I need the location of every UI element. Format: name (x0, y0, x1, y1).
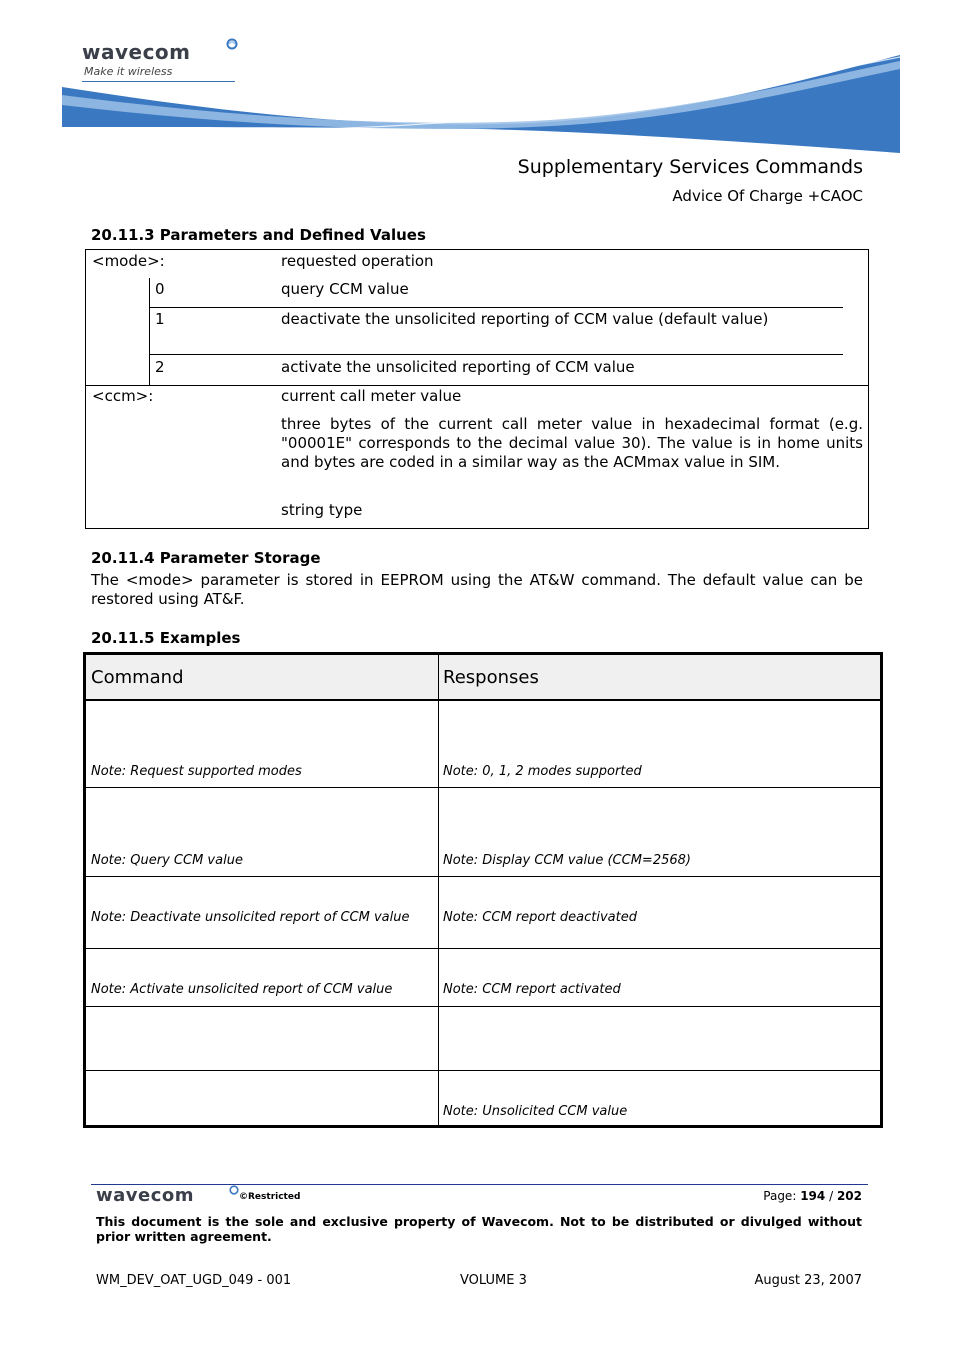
response-note: Note: CCM report activated (443, 982, 621, 997)
footer-restricted-label: ©Restricted (239, 1192, 301, 1202)
table-row-divider (86, 876, 880, 877)
table-row-divider (86, 948, 880, 949)
mode-value: 0 (155, 280, 165, 298)
page-header-title: Supplementary Services Commands (517, 156, 863, 178)
subtable-left-border (149, 278, 150, 385)
subtable-divider (149, 354, 843, 355)
mode-parameter-description: requested operation (281, 252, 434, 270)
command-note: Note: Deactivate unsolicited report of CCM value (91, 910, 410, 925)
logo-tagline: Make it wireless (84, 65, 173, 78)
page-current: 194 (800, 1189, 826, 1203)
header-wave-banner (62, 55, 900, 155)
ccm-parameter-label: <ccm>: (92, 387, 154, 405)
footer-page-number (763, 1189, 862, 1203)
footer-volume: VOLUME 3 (460, 1273, 527, 1288)
table-row-divider (86, 1070, 880, 1071)
mode-value: 2 (155, 358, 165, 376)
section-heading-storage: 20.11.4 Parameter Storage (91, 549, 321, 567)
footer-date: August 23, 2007 (754, 1273, 862, 1288)
footer-logo-wordmark: wavecom (96, 1185, 195, 1206)
logo-wordmark: wavecom (82, 40, 191, 64)
page-total: 202 (836, 1189, 862, 1203)
examples-table (83, 652, 883, 1128)
ccm-parameter-description: current call meter value (281, 387, 462, 405)
response-note: Note: Unsolicited CCM value (443, 1104, 628, 1119)
footer-logo (96, 1185, 246, 1207)
parameters-table (85, 249, 869, 529)
mode-value-description: query CCM value (281, 280, 409, 298)
mode-value: 1 (155, 310, 165, 328)
section-heading-parameters: 20.11.3 Parameters and Defined Values (91, 226, 426, 244)
page-header-subtitle: Advice Of Charge +CAOC (672, 187, 863, 205)
page-separator: / (829, 1189, 837, 1203)
ccm-parameter-type: string type (281, 501, 363, 519)
parameters-row-divider (86, 385, 868, 386)
footer-legal-notice: This document is the sole and exclusive property of Wavecom. Not to be distributed or divulged without prior written agreement. (96, 1214, 862, 1244)
subtable-divider (149, 307, 843, 308)
page-label: Page: (763, 1189, 797, 1203)
logo-swirl-icon (226, 38, 238, 50)
table-row-divider (86, 1006, 880, 1007)
examples-column-divider (438, 655, 439, 1125)
column-header-command: Command (91, 667, 184, 688)
response-note: Note: 0, 1, 2 modes supported (443, 764, 642, 779)
mode-parameter-label: <mode>: (92, 252, 165, 270)
footer-document-id: WM_DEV_OAT_UGD_049 - 001 (96, 1273, 292, 1288)
ccm-parameter-detail: three bytes of the current call meter value in hexadecimal format (e.g. "00001E" corresponds to the decimal value 30). The value is in home units and bytes are coded in a similar way as the ACMmax value in SIM. (281, 415, 863, 471)
mode-value-description: activate the unsolicited reporting of CCM value (281, 358, 635, 376)
response-note: Note: Display CCM value (CCM=2568) (443, 853, 691, 868)
table-row-divider (86, 787, 880, 788)
command-note: Note: Query CCM value (91, 853, 243, 868)
mode-value-description: deactivate the unsolicited reporting of CCM value (default value) (281, 310, 769, 328)
storage-paragraph: The <mode> parameter is stored in EEPROM using the AT&W command. The default value can be restored using AT&F. (91, 571, 863, 608)
command-note: Note: Activate unsolicited report of CCM value (91, 982, 393, 997)
command-note: Note: Request supported modes (91, 764, 302, 779)
section-heading-examples: 20.11.5 Examples (91, 629, 241, 647)
footer-logo-swirl-icon (229, 1185, 239, 1195)
response-note: Note: CCM report deactivated (443, 910, 637, 925)
column-header-responses: Responses (443, 667, 539, 688)
